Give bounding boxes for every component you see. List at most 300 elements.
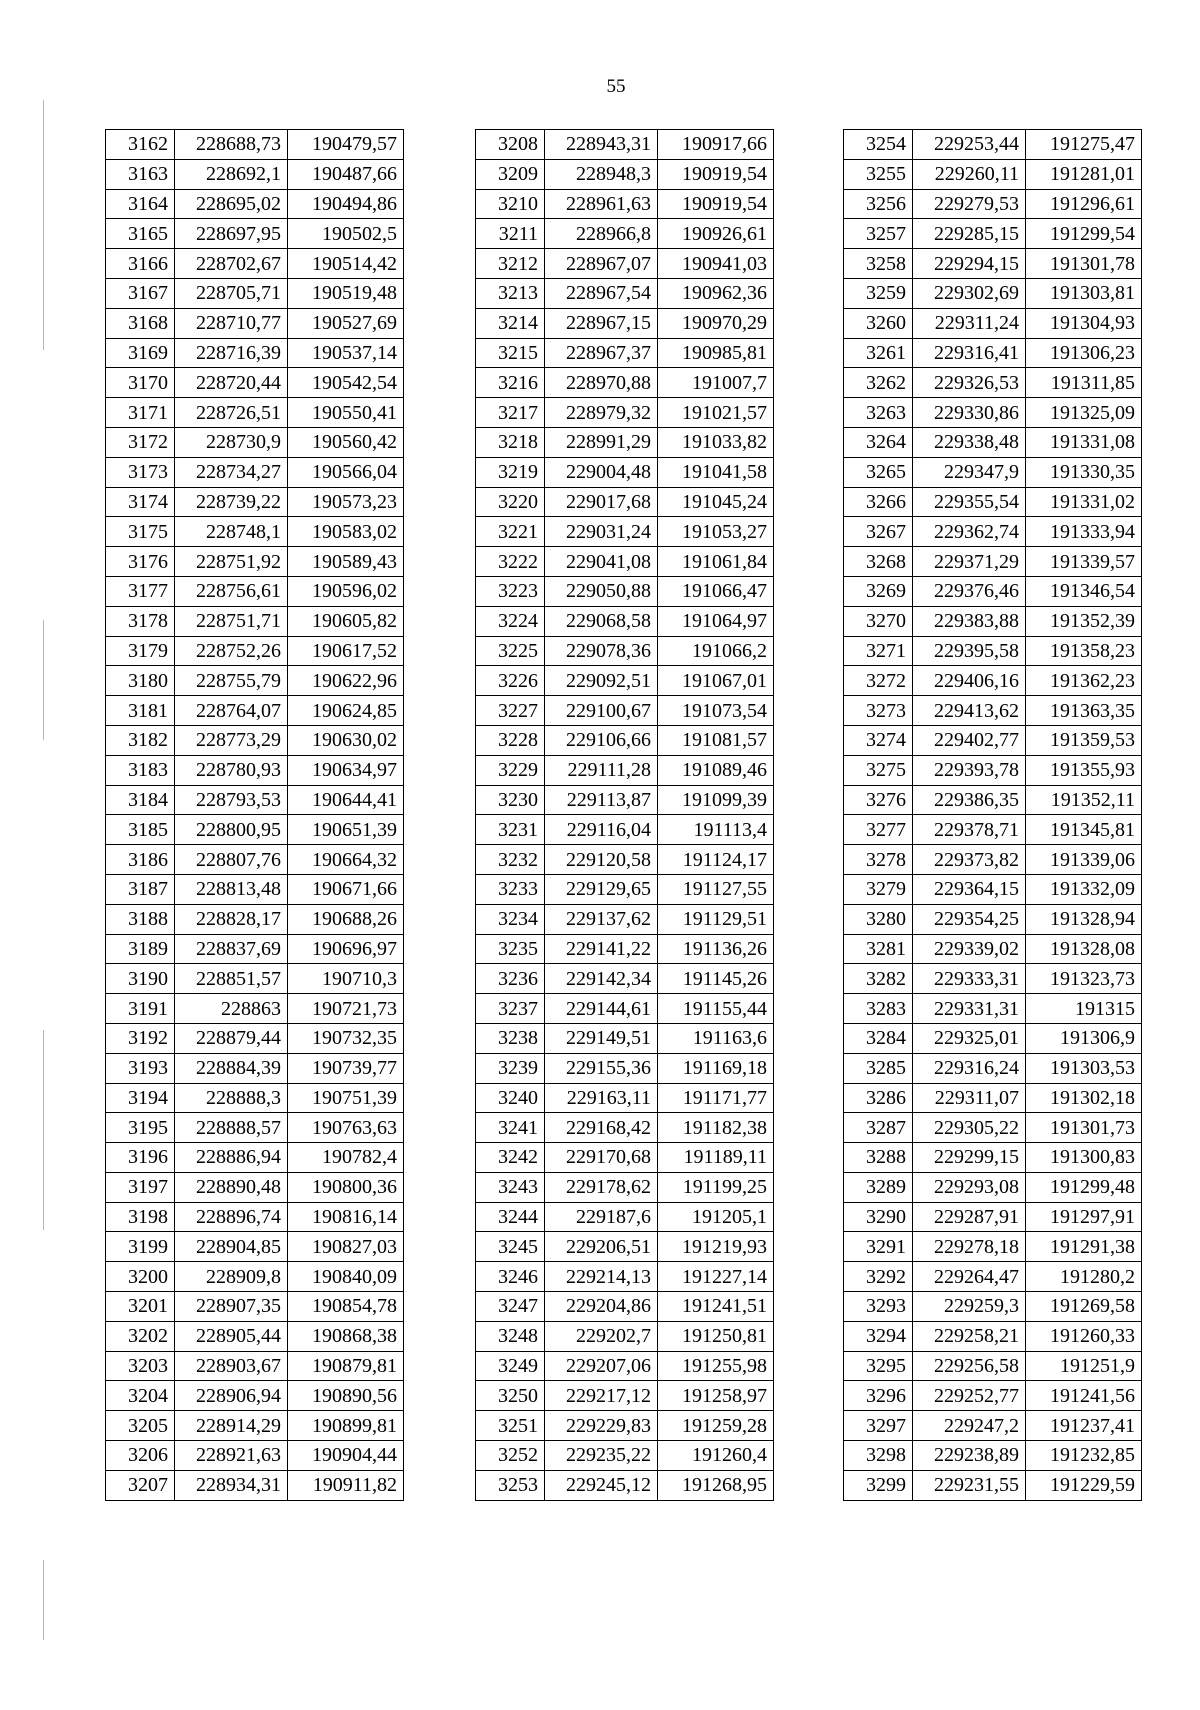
x-coordinate-cell: 228720,44 [175,368,288,398]
table-row [476,606,774,636]
x-coordinate-cell: 229113,87 [545,785,658,815]
table-row [844,517,1142,547]
y-coordinate-cell: 190854,78 [288,1292,404,1322]
y-coordinate-cell: 190589,43 [288,547,404,577]
x-coordinate-cell: 229316,41 [913,338,1026,368]
x-coordinate-cell: 229207,06 [545,1351,658,1381]
point-number-cell: 3170 [106,368,175,398]
point-number-cell: 3197 [106,1172,175,1202]
x-coordinate-cell: 229325,01 [913,1023,1026,1053]
point-number-cell: 3226 [476,666,545,696]
point-number-cell: 3192 [106,1023,175,1053]
point-number-cell: 3276 [844,785,913,815]
y-coordinate-cell: 190644,41 [288,785,404,815]
point-number-cell: 3271 [844,636,913,666]
y-coordinate-cell: 190782,4 [288,1143,404,1173]
y-coordinate-cell: 191066,47 [658,576,774,606]
table-row [106,457,404,487]
table-row [844,457,1142,487]
y-coordinate-cell: 191066,2 [658,636,774,666]
point-number-cell: 3182 [106,725,175,755]
x-coordinate-cell: 229378,71 [913,815,1026,845]
point-number-cell: 3215 [476,338,545,368]
point-number-cell: 3174 [106,487,175,517]
table-row [844,636,1142,666]
point-number-cell: 3255 [844,159,913,189]
y-coordinate-cell: 190688,26 [288,904,404,934]
point-number-cell: 3263 [844,398,913,428]
y-coordinate-cell: 191260,4 [658,1441,774,1471]
y-coordinate-cell: 191358,23 [1026,636,1142,666]
x-coordinate-cell: 228884,39 [175,1053,288,1083]
point-number-cell: 3206 [106,1441,175,1471]
table-row [106,576,404,606]
point-number-cell: 3225 [476,636,545,666]
table-row [844,398,1142,428]
x-coordinate-cell: 229155,36 [545,1053,658,1083]
table-row [106,845,404,875]
table-row [106,308,404,338]
y-coordinate-cell: 190560,42 [288,427,404,457]
point-number-cell: 3169 [106,338,175,368]
table-row [476,219,774,249]
x-coordinate-cell: 228813,48 [175,874,288,904]
point-number-cell: 3220 [476,487,545,517]
point-number-cell: 3237 [476,994,545,1024]
y-coordinate-cell: 191297,91 [1026,1202,1142,1232]
x-coordinate-cell: 228764,07 [175,696,288,726]
x-coordinate-cell: 228710,77 [175,308,288,338]
y-coordinate-cell: 191300,83 [1026,1143,1142,1173]
x-coordinate-cell: 228886,94 [175,1143,288,1173]
x-coordinate-cell: 228793,53 [175,785,288,815]
table-row [476,487,774,517]
y-coordinate-cell: 191219,93 [658,1232,774,1262]
table-row [476,249,774,279]
y-coordinate-cell: 191182,38 [658,1113,774,1143]
table-row [106,1143,404,1173]
x-coordinate-cell: 229285,15 [913,219,1026,249]
x-coordinate-cell: 229100,67 [545,696,658,726]
point-number-cell: 3199 [106,1232,175,1262]
point-number-cell: 3171 [106,398,175,428]
table-row [476,338,774,368]
x-coordinate-cell: 228702,67 [175,249,288,279]
point-number-cell: 3227 [476,696,545,726]
y-coordinate-cell: 191124,17 [658,845,774,875]
x-coordinate-cell: 229333,31 [913,964,1026,994]
point-number-cell: 3286 [844,1083,913,1113]
table-row [844,189,1142,219]
x-coordinate-cell: 229168,42 [545,1113,658,1143]
y-coordinate-cell: 191163,6 [658,1023,774,1053]
table-row [106,1321,404,1351]
table-row [844,576,1142,606]
x-coordinate-cell: 228695,02 [175,189,288,219]
x-coordinate-cell: 229004,48 [545,457,658,487]
y-coordinate-cell: 191033,82 [658,427,774,457]
table-row [476,696,774,726]
x-coordinate-cell: 229050,88 [545,576,658,606]
table-row [106,606,404,636]
point-number-cell: 3257 [844,219,913,249]
point-number-cell: 3166 [106,249,175,279]
x-coordinate-cell: 228734,27 [175,457,288,487]
table-row [844,725,1142,755]
y-coordinate-cell: 191355,93 [1026,755,1142,785]
table-row [844,1470,1142,1500]
x-coordinate-cell: 228697,95 [175,219,288,249]
table-row [476,964,774,994]
table-row [476,1113,774,1143]
table-row [106,904,404,934]
table-row [476,1232,774,1262]
x-coordinate-cell: 228967,07 [545,249,658,279]
x-coordinate-cell: 229141,22 [545,934,658,964]
x-coordinate-cell: 229170,68 [545,1143,658,1173]
point-number-cell: 3261 [844,338,913,368]
x-coordinate-cell: 229364,15 [913,874,1026,904]
y-coordinate-cell: 190904,44 [288,1441,404,1471]
table-row [844,547,1142,577]
point-number-cell: 3173 [106,457,175,487]
x-coordinate-cell: 229406,16 [913,666,1026,696]
point-number-cell: 3285 [844,1053,913,1083]
x-coordinate-cell: 228800,95 [175,815,288,845]
point-number-cell: 3293 [844,1292,913,1322]
x-coordinate-cell: 229354,25 [913,904,1026,934]
point-number-cell: 3298 [844,1441,913,1471]
y-coordinate-cell: 190899,81 [288,1411,404,1441]
y-coordinate-cell: 191339,06 [1026,845,1142,875]
y-coordinate-cell: 190634,97 [288,755,404,785]
table-row [476,308,774,338]
y-coordinate-cell: 190583,02 [288,517,404,547]
point-number-cell: 3273 [844,696,913,726]
x-coordinate-cell: 228914,29 [175,1411,288,1441]
table-row [106,338,404,368]
table-row [844,994,1142,1024]
table-row [844,487,1142,517]
y-coordinate-cell: 191251,9 [1026,1351,1142,1381]
table-row [106,189,404,219]
table-row [106,1262,404,1292]
table-row [844,249,1142,279]
y-coordinate-cell: 190537,14 [288,338,404,368]
y-coordinate-cell: 191089,46 [658,755,774,785]
y-coordinate-cell: 191306,23 [1026,338,1142,368]
y-coordinate-cell: 190800,36 [288,1172,404,1202]
y-coordinate-cell: 190494,86 [288,189,404,219]
point-number-cell: 3168 [106,308,175,338]
x-coordinate-cell: 229338,48 [913,427,1026,457]
table-row [844,934,1142,964]
point-number-cell: 3272 [844,666,913,696]
y-coordinate-cell: 190630,02 [288,725,404,755]
x-coordinate-cell: 229217,12 [545,1381,658,1411]
coordinates-table-3 [843,129,1142,1501]
table-row [476,1053,774,1083]
x-coordinate-cell: 229187,6 [545,1202,658,1232]
table-row [844,755,1142,785]
x-coordinate-cell: 229068,58 [545,606,658,636]
table-row [476,1083,774,1113]
table-row [476,1381,774,1411]
point-number-cell: 3203 [106,1351,175,1381]
point-number-cell: 3229 [476,755,545,785]
table-row [844,1023,1142,1053]
point-number-cell: 3165 [106,219,175,249]
table-row [844,368,1142,398]
table-row [106,1441,404,1471]
table-row [476,874,774,904]
point-number-cell: 3248 [476,1321,545,1351]
point-number-cell: 3185 [106,815,175,845]
table-row [106,1023,404,1053]
point-number-cell: 3204 [106,1381,175,1411]
y-coordinate-cell: 191345,81 [1026,815,1142,845]
x-coordinate-cell: 229120,58 [545,845,658,875]
table-row [844,1262,1142,1292]
x-coordinate-cell: 228991,29 [545,427,658,457]
y-coordinate-cell: 190763,63 [288,1113,404,1143]
x-coordinate-cell: 228837,69 [175,934,288,964]
point-number-cell: 3218 [476,427,545,457]
y-coordinate-cell: 190624,85 [288,696,404,726]
table-row [476,189,774,219]
y-coordinate-cell: 191352,39 [1026,606,1142,636]
x-coordinate-cell: 229362,74 [913,517,1026,547]
table-row [844,606,1142,636]
y-coordinate-cell: 190479,57 [288,130,404,160]
table-row [476,1202,774,1232]
table-row [106,219,404,249]
table-row [476,1351,774,1381]
table-row [476,159,774,189]
table-row [106,815,404,845]
y-coordinate-cell: 191332,09 [1026,874,1142,904]
x-coordinate-cell: 228896,74 [175,1202,288,1232]
x-coordinate-cell: 229339,02 [913,934,1026,964]
x-coordinate-cell: 228716,39 [175,338,288,368]
point-number-cell: 3291 [844,1232,913,1262]
table-row [844,130,1142,160]
y-coordinate-cell: 190566,04 [288,457,404,487]
x-coordinate-cell: 229402,77 [913,725,1026,755]
x-coordinate-cell: 228888,3 [175,1083,288,1113]
point-number-cell: 3294 [844,1321,913,1351]
point-number-cell: 3259 [844,278,913,308]
table-row [106,1411,404,1441]
point-number-cell: 3256 [844,189,913,219]
y-coordinate-cell: 191330,35 [1026,457,1142,487]
y-coordinate-cell: 190527,69 [288,308,404,338]
y-coordinate-cell: 190879,81 [288,1351,404,1381]
y-coordinate-cell: 191315 [1026,994,1142,1024]
y-coordinate-cell: 191260,33 [1026,1321,1142,1351]
y-coordinate-cell: 191281,01 [1026,159,1142,189]
y-coordinate-cell: 190671,66 [288,874,404,904]
x-coordinate-cell: 228828,17 [175,904,288,934]
y-coordinate-cell: 191275,47 [1026,130,1142,160]
x-coordinate-cell: 228903,67 [175,1351,288,1381]
point-number-cell: 3180 [106,666,175,696]
point-number-cell: 3221 [476,517,545,547]
y-coordinate-cell: 191021,57 [658,398,774,428]
point-number-cell: 3202 [106,1321,175,1351]
y-coordinate-cell: 191280,2 [1026,1262,1142,1292]
table-row [844,308,1142,338]
table-row [106,159,404,189]
point-number-cell: 3222 [476,547,545,577]
x-coordinate-cell: 228752,26 [175,636,288,666]
point-number-cell: 3299 [844,1470,913,1500]
y-coordinate-cell: 190542,54 [288,368,404,398]
y-coordinate-cell: 190739,77 [288,1053,404,1083]
x-coordinate-cell: 228909,8 [175,1262,288,1292]
table-row [476,1411,774,1441]
y-coordinate-cell: 191268,95 [658,1470,774,1500]
y-coordinate-cell: 190985,81 [658,338,774,368]
table-row [476,845,774,875]
table-row [844,666,1142,696]
point-number-cell: 3179 [106,636,175,666]
x-coordinate-cell: 228756,61 [175,576,288,606]
table-row [844,964,1142,994]
y-coordinate-cell: 190827,03 [288,1232,404,1262]
x-coordinate-cell: 229355,54 [913,487,1026,517]
point-number-cell: 3230 [476,785,545,815]
table-row [106,696,404,726]
point-number-cell: 3287 [844,1113,913,1143]
y-coordinate-cell: 191303,53 [1026,1053,1142,1083]
y-coordinate-cell: 190617,52 [288,636,404,666]
point-number-cell: 3224 [476,606,545,636]
x-coordinate-cell: 229144,61 [545,994,658,1024]
point-number-cell: 3290 [844,1202,913,1232]
point-number-cell: 3181 [106,696,175,726]
x-coordinate-cell: 228943,31 [545,130,658,160]
table-row [106,636,404,666]
x-coordinate-cell: 228979,32 [545,398,658,428]
x-coordinate-cell: 229116,04 [545,815,658,845]
point-number-cell: 3176 [106,547,175,577]
point-number-cell: 3236 [476,964,545,994]
y-coordinate-cell: 191113,4 [658,815,774,845]
x-coordinate-cell: 228970,88 [545,368,658,398]
table-row [844,1321,1142,1351]
y-coordinate-cell: 190622,96 [288,666,404,696]
y-coordinate-cell: 190941,03 [658,249,774,279]
point-number-cell: 3246 [476,1262,545,1292]
point-number-cell: 3260 [844,308,913,338]
scan-edge-mark [43,620,44,740]
table-row [844,1113,1142,1143]
point-number-cell: 3289 [844,1172,913,1202]
x-coordinate-cell: 229031,24 [545,517,658,547]
y-coordinate-cell: 191053,27 [658,517,774,547]
y-coordinate-cell: 191073,54 [658,696,774,726]
y-coordinate-cell: 190890,56 [288,1381,404,1411]
point-number-cell: 3258 [844,249,913,279]
point-number-cell: 3238 [476,1023,545,1053]
table-row [476,517,774,547]
x-coordinate-cell: 229238,89 [913,1441,1026,1471]
point-number-cell: 3288 [844,1143,913,1173]
point-number-cell: 3200 [106,1262,175,1292]
x-coordinate-cell: 229229,83 [545,1411,658,1441]
point-number-cell: 3262 [844,368,913,398]
x-coordinate-cell: 229264,47 [913,1262,1026,1292]
point-number-cell: 3269 [844,576,913,606]
y-coordinate-cell: 190732,35 [288,1023,404,1053]
point-number-cell: 3270 [844,606,913,636]
y-coordinate-cell: 190970,29 [658,308,774,338]
point-number-cell: 3167 [106,278,175,308]
x-coordinate-cell: 228967,15 [545,308,658,338]
y-coordinate-cell: 191067,01 [658,666,774,696]
point-number-cell: 3254 [844,130,913,160]
y-coordinate-cell: 191171,77 [658,1083,774,1113]
table-row [106,1292,404,1322]
point-number-cell: 3216 [476,368,545,398]
point-number-cell: 3244 [476,1202,545,1232]
y-coordinate-cell: 191145,26 [658,964,774,994]
y-coordinate-cell: 191311,85 [1026,368,1142,398]
table-row [844,1441,1142,1471]
table-row [476,547,774,577]
x-coordinate-cell: 229231,55 [913,1470,1026,1500]
y-coordinate-cell: 191255,98 [658,1351,774,1381]
point-number-cell: 3214 [476,308,545,338]
x-coordinate-cell: 229311,24 [913,308,1026,338]
point-number-cell: 3177 [106,576,175,606]
table-row [844,159,1142,189]
x-coordinate-cell: 229326,53 [913,368,1026,398]
y-coordinate-cell: 190721,73 [288,994,404,1024]
point-number-cell: 3217 [476,398,545,428]
point-number-cell: 3210 [476,189,545,219]
y-coordinate-cell: 191302,18 [1026,1083,1142,1113]
point-number-cell: 3187 [106,874,175,904]
x-coordinate-cell: 229383,88 [913,606,1026,636]
point-number-cell: 3189 [106,934,175,964]
x-coordinate-cell: 229178,62 [545,1172,658,1202]
x-coordinate-cell: 228888,57 [175,1113,288,1143]
x-coordinate-cell: 228739,22 [175,487,288,517]
y-coordinate-cell: 191229,59 [1026,1470,1142,1500]
table-row [476,1441,774,1471]
x-coordinate-cell: 228967,54 [545,278,658,308]
y-coordinate-cell: 191301,73 [1026,1113,1142,1143]
point-number-cell: 3195 [106,1113,175,1143]
x-coordinate-cell: 229235,22 [545,1441,658,1471]
point-number-cell: 3196 [106,1143,175,1173]
x-coordinate-cell: 229302,69 [913,278,1026,308]
table-row [476,785,774,815]
point-number-cell: 3267 [844,517,913,547]
table-row [476,1023,774,1053]
x-coordinate-cell: 229316,24 [913,1053,1026,1083]
y-coordinate-cell: 191155,44 [658,994,774,1024]
x-coordinate-cell: 229331,31 [913,994,1026,1024]
y-coordinate-cell: 191227,14 [658,1262,774,1292]
y-coordinate-cell: 191352,11 [1026,785,1142,815]
table-row [844,845,1142,875]
table-row [106,547,404,577]
x-coordinate-cell: 228692,1 [175,159,288,189]
y-coordinate-cell: 191189,11 [658,1143,774,1173]
